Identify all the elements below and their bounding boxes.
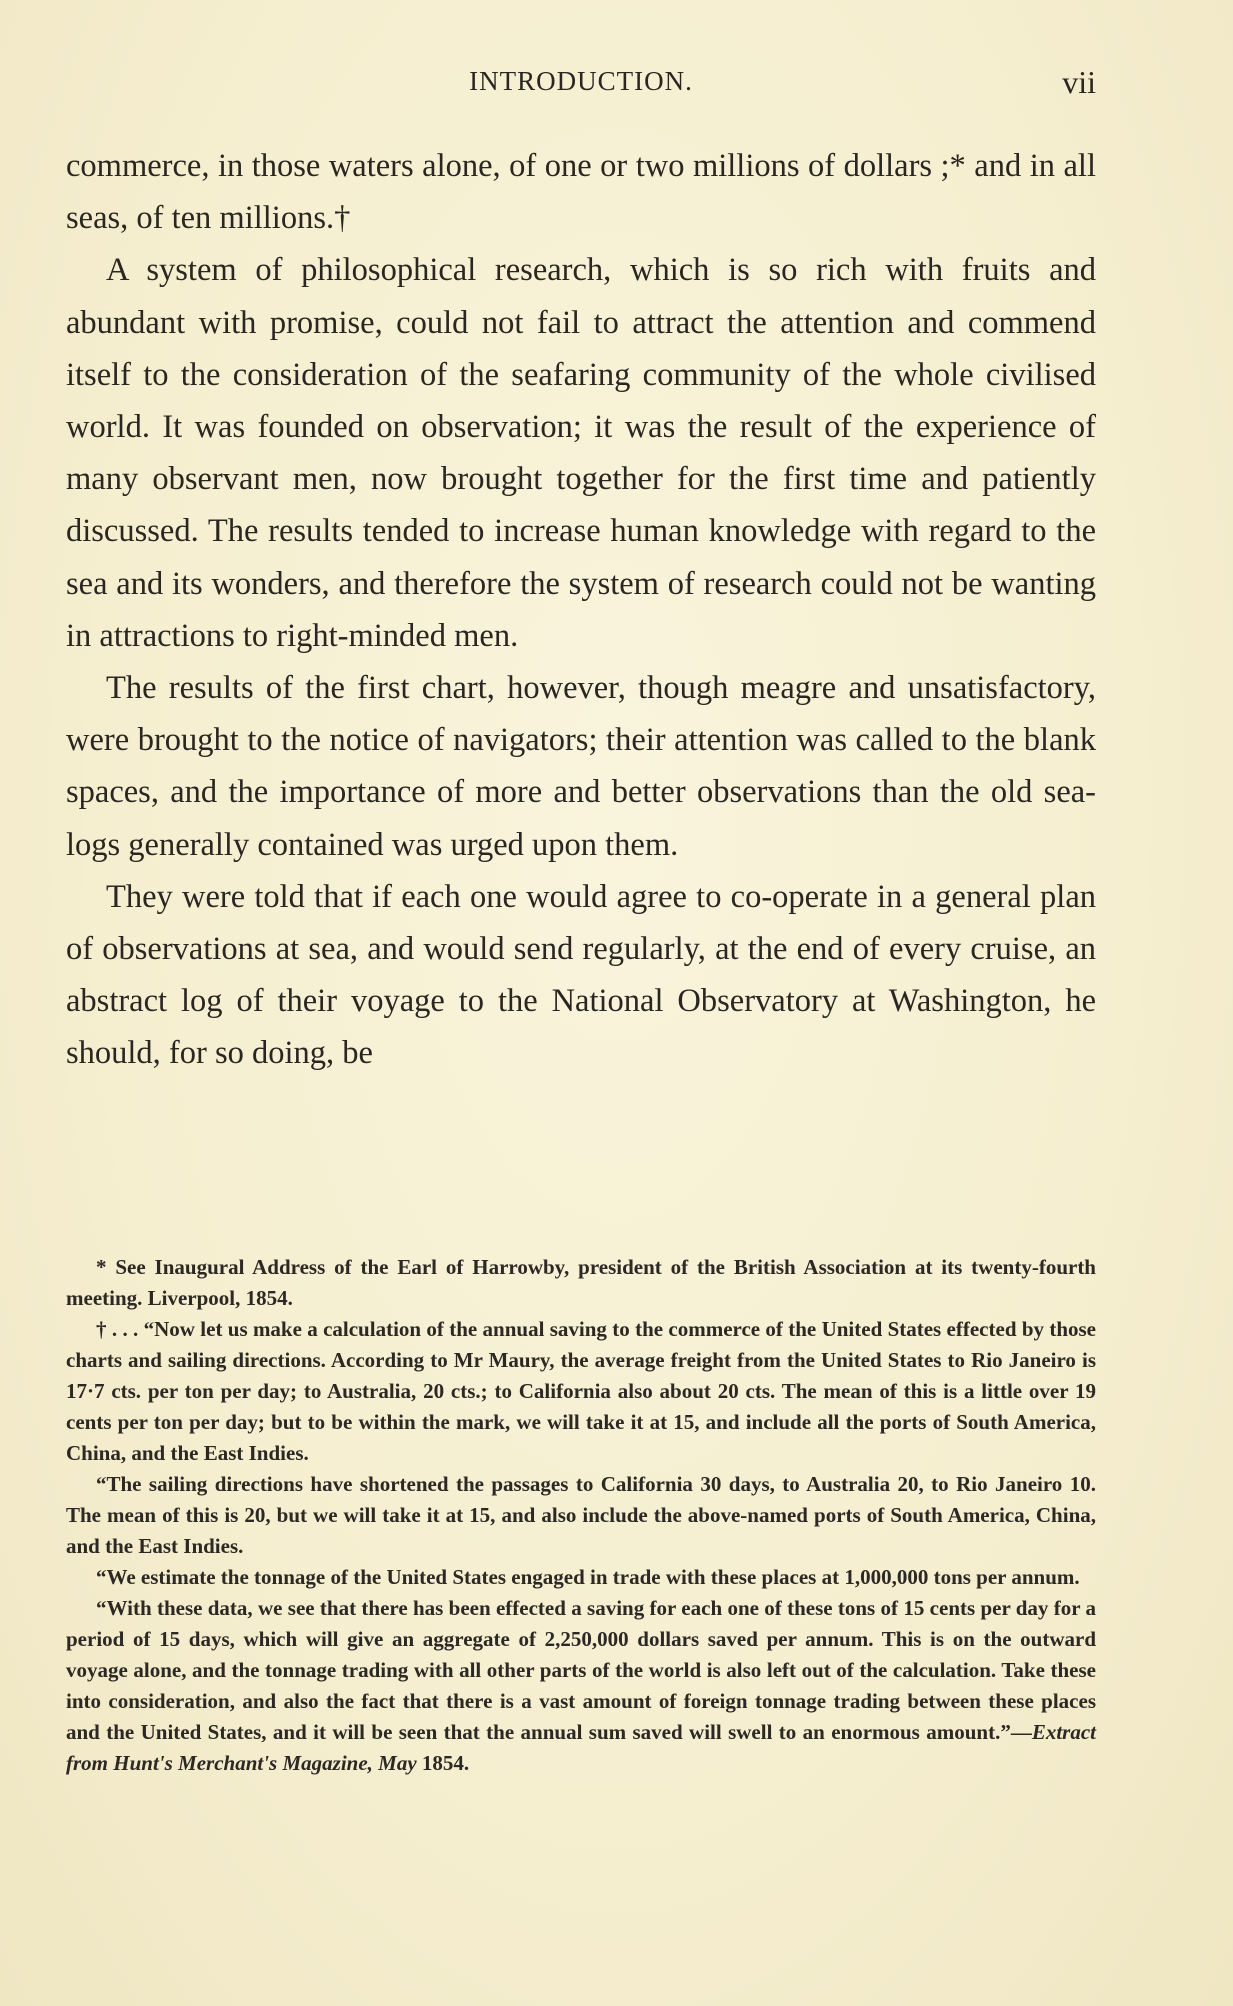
paragraph: commerce, in those waters alone, of one or two millions of dollars ;* and in all seas, of ten millions.†	[66, 148, 1096, 237]
footnote-quote-final	[66, 1593, 1096, 1779]
footnote-quote: “The sailing directions have shortened the passages to California 30 days, to Australia 20, to Rio Janeiro 10. The mean of this is 20, but we will take it at 15, and also include the above-named ports of South America, China, and the East Indies.	[66, 1472, 1096, 1558]
running-title: INTRODUCTION.	[469, 66, 693, 96]
footnote-text: “With these data, we see that there has been effected a saving for each one of these tons of 15 cents per day for a period of 15 days, which will give an aggregate of 2,250,000 dollars saved per annum. This is on the outward voyage alone, and the tonnage trading with all other parts of the world is also left out of the calculation. Take these into consideration, and also the fact that there is a vast amount of foreign tonnage trading between these places and the United States, and it will be seen that the annual sum saved will swell to an enormous amount.”—	[66, 1596, 1096, 1744]
paragraph: The results of the first chart, however, though meagre and unsatisfactory, were brought to the notice of navigators; their attention was called to the blank spaces, and the importance of more and better observations than the old sea-logs generally contained was urged upon them.	[66, 670, 1096, 863]
paragraph: A system of philosophical research, which is so rich with fruits and abundant with promise, could not fail to attract the attention and commend itself to the consideration of the seafaring community of the whole civilised world. It was founded on observation; it was the result of the experience of many observant men, now brought together for the first time and patiently discussed. The results tended to increase human knowledge with regard to the sea and its wonders, and therefore the system of research could not be wanting in attractions to right-minded men.	[66, 252, 1096, 654]
citation-year: 1854.	[416, 1751, 470, 1775]
paragraph: They were told that if each one would agree to co-operate in a general plan of observations at sea, and would send regularly, at the end of every cruise, an abstract log of their voyage to the National Observatory at Washington, he should, for so doing, be	[66, 878, 1096, 1072]
page-number: vii	[1062, 64, 1096, 100]
footnote-dagger: † . . . “Now let us make a calculation of the annual saving to the commerce of the United States effected by those charts and sailing directions. According to Mr Maury, the average freight from the United States to Rio Janeiro is 17·7 cts. per ton per day; to Australia, 20 cts.; to California also about 20 cts. The mean of this is a little over 19 cents per ton per day; but to be within the mark, we will take it at 15, and include all the ports of South America, China, and the East Indies.	[66, 1317, 1096, 1465]
footnotes	[66, 1252, 1096, 1779]
running-head	[66, 64, 1096, 104]
citation-source: Extract from Hunt's Merchant's Magazine, May	[66, 1720, 1096, 1775]
footnote-quote: “We estimate the tonnage of the United States engaged in trade with these places at 1,000,000 tons per annum.	[96, 1565, 1080, 1589]
footnote-asterisk: * See Inaugural Address of the Earl of Harrowby, president of the British Association at its twenty-fourth meeting. Liverpool, 1854.	[66, 1255, 1096, 1310]
body-text	[66, 140, 1096, 1080]
